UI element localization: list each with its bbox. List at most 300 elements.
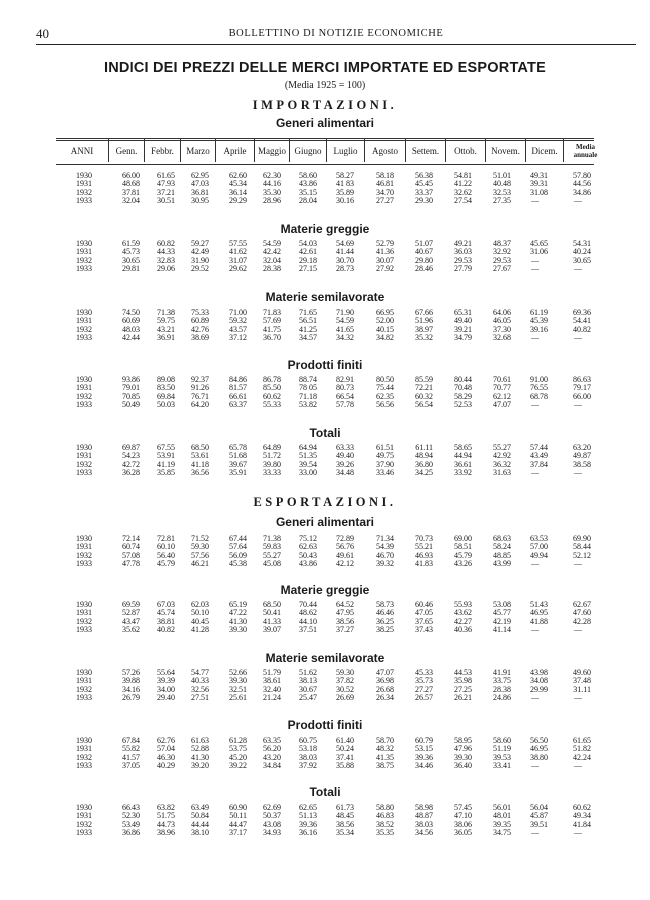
value-cell: 41.19 xyxy=(157,459,175,469)
value-cell: 21.24 xyxy=(263,693,281,703)
category-title: Prodotti finiti xyxy=(287,718,363,732)
value-cell: 36.81 xyxy=(191,187,209,197)
value-cell: 39.20 xyxy=(191,761,209,771)
value-cell: 51.75 xyxy=(157,811,175,821)
value-cell: 45.74 xyxy=(157,608,175,618)
value-cell: — xyxy=(531,559,539,569)
value-cell: 50.41 xyxy=(263,608,281,618)
column-header: Media annuale xyxy=(564,139,608,162)
value-cell: 41.65 xyxy=(336,324,354,334)
value-cell: 55.27 xyxy=(493,443,511,452)
value-cell: 60.89 xyxy=(191,316,209,326)
value-cell: — xyxy=(574,828,582,838)
value-cell: 46.05 xyxy=(493,316,511,326)
value-cell: 29.52 xyxy=(191,264,209,274)
value-cell: 39.07 xyxy=(263,625,281,635)
value-cell: 34.57 xyxy=(299,333,317,343)
value-cell: 41.83 xyxy=(415,559,433,569)
value-cell: 41.22 xyxy=(454,179,472,189)
value-cell: 67.84 xyxy=(122,736,140,745)
column-header: Giugno xyxy=(290,139,327,162)
value-cell: 46.46 xyxy=(376,608,394,618)
value-cell: 41.36 xyxy=(376,247,394,257)
value-cell: 62.12 xyxy=(493,391,511,401)
value-cell: 54.77 xyxy=(191,668,209,677)
value-cell: 53.61 xyxy=(191,451,209,461)
year-cell: 1931 xyxy=(76,676,92,686)
value-cell: 37.30 xyxy=(493,324,511,334)
value-cell: 60.32 xyxy=(415,391,433,401)
value-cell: 34.25 xyxy=(415,468,433,478)
value-cell: 71.65 xyxy=(299,308,317,317)
value-cell: 51.07 xyxy=(415,239,433,248)
value-cell: 36.70 xyxy=(263,333,281,343)
value-cell: 60.46 xyxy=(415,600,433,609)
category-title: Materie semilavorate xyxy=(265,290,385,304)
value-cell: 31.63 xyxy=(493,468,511,478)
value-cell: 71.34 xyxy=(376,534,394,543)
value-cell: 42.72 xyxy=(122,459,140,469)
category-title: Generi alimentari xyxy=(275,116,375,130)
value-cell: 39.54 xyxy=(299,459,317,469)
column-header: Aprile xyxy=(216,139,255,162)
header-rule xyxy=(36,44,636,45)
value-cell: 49.94 xyxy=(530,550,548,560)
value-cell: 64.20 xyxy=(191,400,209,410)
value-cell: 47.60 xyxy=(573,608,591,618)
value-cell: 33.41 xyxy=(493,761,511,771)
value-cell: 61.28 xyxy=(229,736,247,745)
value-cell: 41.14 xyxy=(493,625,511,635)
value-cell: 45.39 xyxy=(530,316,548,326)
value-cell: 69.84 xyxy=(157,391,175,401)
value-cell: 61.19 xyxy=(530,308,548,317)
year-cell: 1932 xyxy=(76,752,92,762)
value-cell: 43.57 xyxy=(229,324,247,334)
value-cell: 59.75 xyxy=(157,316,175,326)
value-cell: 80.73 xyxy=(336,383,354,393)
value-cell: 86.78 xyxy=(263,375,281,384)
value-cell: 41.35 xyxy=(376,752,394,762)
value-cell: 79.01 xyxy=(122,383,140,393)
value-cell: 51.35 xyxy=(299,451,317,461)
value-cell: 39.80 xyxy=(263,459,281,469)
value-cell: 37.92 xyxy=(299,761,317,771)
value-cell: 40.48 xyxy=(493,179,511,189)
value-cell: 33.75 xyxy=(493,676,511,686)
value-cell: 36.05 xyxy=(454,828,472,838)
value-cell: 66.00 xyxy=(573,391,591,401)
value-cell: 32.83 xyxy=(157,255,175,265)
value-cell: 42.44 xyxy=(122,333,140,343)
value-cell: 60.75 xyxy=(299,736,317,745)
value-cell: 48.01 xyxy=(493,811,511,821)
value-cell: 37.90 xyxy=(376,459,394,469)
value-cell: 33.37 xyxy=(415,187,433,197)
value-cell: 62.63 xyxy=(299,542,317,552)
value-cell: 61.59 xyxy=(122,239,140,248)
value-cell: 60.79 xyxy=(415,736,433,745)
column-header: Agosto xyxy=(365,139,406,162)
year-cell: 1933 xyxy=(76,559,92,569)
value-cell: 74.50 xyxy=(122,308,140,317)
value-cell: 49.87 xyxy=(573,451,591,461)
value-cell: 64.94 xyxy=(299,443,317,452)
year-cell: 1932 xyxy=(76,616,92,626)
value-cell: 75.12 xyxy=(299,534,317,543)
value-cell: 42.28 xyxy=(573,616,591,626)
year-cell: 1931 xyxy=(76,811,92,821)
value-cell: 52.53 xyxy=(454,400,472,410)
value-cell: 61.65 xyxy=(157,171,175,180)
value-cell: 53.91 xyxy=(157,451,175,461)
value-cell: 29.80 xyxy=(415,255,433,265)
value-cell: 46.95 xyxy=(530,744,548,754)
value-cell: 46.95 xyxy=(530,608,548,618)
value-cell: 36.61 xyxy=(454,459,472,469)
value-cell: 51.68 xyxy=(229,451,247,461)
year-cell: 1932 xyxy=(76,324,92,334)
value-cell: 82.91 xyxy=(336,375,354,384)
value-cell: 62.03 xyxy=(191,600,209,609)
value-cell: 49.34 xyxy=(573,811,591,821)
year-cell: 1931 xyxy=(76,247,92,257)
category-title: Totali xyxy=(309,426,341,440)
value-cell: 57.26 xyxy=(122,668,140,677)
value-cell: 57.44 xyxy=(530,443,548,452)
value-cell: 70.44 xyxy=(299,600,317,609)
value-cell: 69.36 xyxy=(573,308,591,317)
value-cell: 72.81 xyxy=(157,534,175,543)
value-cell: 32.51 xyxy=(229,684,247,694)
value-cell: 28.38 xyxy=(263,264,281,274)
value-cell: 60.69 xyxy=(122,316,140,326)
value-cell: 55.64 xyxy=(157,668,175,677)
value-cell: 38.75 xyxy=(376,761,394,771)
value-cell: 56.04 xyxy=(530,803,548,812)
value-cell: 39.30 xyxy=(229,625,247,635)
value-cell: 64.52 xyxy=(336,600,354,609)
column-header: Luglio xyxy=(327,139,365,162)
value-cell: 43.20 xyxy=(263,752,281,762)
year-cell: 1930 xyxy=(76,600,92,609)
value-cell: 63.33 xyxy=(336,443,354,452)
value-cell: 70.48 xyxy=(454,383,472,393)
value-cell: 48.03 xyxy=(122,324,140,334)
value-cell: 32.53 xyxy=(493,187,511,197)
value-cell: 53.18 xyxy=(299,744,317,754)
value-cell: 61.73 xyxy=(336,803,354,812)
value-cell: 68.50 xyxy=(263,600,281,609)
value-cell: 70.61 xyxy=(493,375,511,384)
value-cell: 62.65 xyxy=(299,803,317,812)
value-cell: 49.40 xyxy=(454,316,472,326)
year-cell: 1932 xyxy=(76,391,92,401)
value-cell: 53.15 xyxy=(415,744,433,754)
value-cell: 49.75 xyxy=(376,451,394,461)
year-cell: 1931 xyxy=(76,451,92,461)
value-cell: 48.45 xyxy=(336,811,354,821)
running-head-title: BOLLETTINO DI NOTIZIE ECONOMICHE xyxy=(228,28,444,39)
value-cell: 54.23 xyxy=(122,451,140,461)
value-cell: 58.70 xyxy=(376,736,394,745)
value-cell: 38.52 xyxy=(376,819,394,829)
value-cell: 33.00 xyxy=(299,468,317,478)
value-cell: 36.98 xyxy=(376,676,394,686)
value-cell: 27.35 xyxy=(493,196,511,206)
value-cell: 27.92 xyxy=(376,264,394,274)
value-cell: 37.82 xyxy=(336,676,354,686)
year-cell: 1930 xyxy=(76,443,92,452)
year-cell: 1933 xyxy=(76,761,92,771)
column-header: ANNI xyxy=(70,145,94,156)
value-cell: 60.62 xyxy=(263,391,281,401)
value-cell: 54.39 xyxy=(376,542,394,552)
value-cell: 38.69 xyxy=(191,333,209,343)
value-cell: 34.86 xyxy=(573,187,591,197)
value-cell: 29.81 xyxy=(122,264,140,274)
value-cell: 58.65 xyxy=(454,443,472,452)
value-cell: 38.56 xyxy=(336,616,354,626)
value-cell: 36.80 xyxy=(415,459,433,469)
value-cell: 62.95 xyxy=(191,171,209,180)
value-cell: 29.53 xyxy=(454,255,472,265)
value-cell: 57.78 xyxy=(336,400,354,410)
value-cell: 33.92 xyxy=(454,468,472,478)
value-cell: 69.90 xyxy=(573,534,591,543)
data-block xyxy=(56,172,594,206)
value-cell: 71.00 xyxy=(229,308,247,317)
value-cell: 50.84 xyxy=(191,811,209,821)
value-cell: 49.40 xyxy=(336,451,354,461)
value-cell: 47.10 xyxy=(454,811,472,821)
value-cell: 58.27 xyxy=(336,171,354,180)
value-cell: 52.87 xyxy=(122,608,140,618)
value-cell: 31.90 xyxy=(191,255,209,265)
value-cell: 52.00 xyxy=(376,316,394,326)
value-cell: 45.34 xyxy=(229,179,247,189)
value-cell: 68.50 xyxy=(191,443,209,452)
value-cell: 37.21 xyxy=(157,187,175,197)
value-cell: 38.97 xyxy=(415,324,433,334)
column-header-row xyxy=(56,139,607,162)
value-cell: 65.19 xyxy=(229,600,247,609)
value-cell: 48.32 xyxy=(376,744,394,754)
value-cell: 83.50 xyxy=(157,383,175,393)
year-cell: 1930 xyxy=(76,803,92,812)
year-cell: 1933 xyxy=(76,468,92,478)
value-cell: 45.65 xyxy=(530,239,548,248)
value-cell: 50.10 xyxy=(191,608,209,618)
year-cell: 1932 xyxy=(76,819,92,829)
data-block xyxy=(56,444,594,478)
value-cell: 76.71 xyxy=(191,391,209,401)
year-cell: 1933 xyxy=(76,264,92,274)
value-cell: 39.30 xyxy=(229,676,247,686)
year-cell: 1933 xyxy=(76,196,92,206)
value-cell: — xyxy=(574,693,582,703)
value-cell: 42.42 xyxy=(263,247,281,257)
value-cell: 38.06 xyxy=(454,819,472,829)
value-cell: 26.34 xyxy=(376,693,394,703)
value-cell: 39.21 xyxy=(454,324,472,334)
value-cell: 35.88 xyxy=(336,761,354,771)
value-cell: 64.89 xyxy=(263,443,281,452)
value-cell: 84.86 xyxy=(229,375,247,384)
value-cell: 50.49 xyxy=(122,400,140,410)
value-cell: 40.24 xyxy=(573,247,591,257)
page-subtitle: (Media 1925 = 100) xyxy=(284,80,366,91)
value-cell: 51.82 xyxy=(573,744,591,754)
value-cell: 27.15 xyxy=(299,264,317,274)
value-cell: 36.86 xyxy=(122,828,140,838)
column-header: Ottob. xyxy=(446,139,486,162)
value-cell: 62.30 xyxy=(263,171,281,180)
value-cell: 45.79 xyxy=(454,550,472,560)
value-cell: 47.07 xyxy=(493,400,511,410)
value-cell: 32.56 xyxy=(191,684,209,694)
year-cell: 1932 xyxy=(76,255,92,265)
value-cell: 58.98 xyxy=(415,803,433,812)
value-cell: 41.75 xyxy=(263,324,281,334)
value-cell: 39.30 xyxy=(454,752,472,762)
value-cell: 70.73 xyxy=(415,534,433,543)
value-cell: 38.80 xyxy=(530,752,548,762)
value-cell: 44.56 xyxy=(573,179,591,189)
value-cell: 56.56 xyxy=(376,400,394,410)
value-cell: — xyxy=(531,693,539,703)
value-cell: 45.33 xyxy=(415,668,433,677)
category-title: Materie greggie xyxy=(280,222,370,236)
value-cell: 29.62 xyxy=(229,264,247,274)
value-cell: 56.50 xyxy=(530,736,548,745)
value-cell: 35.85 xyxy=(157,468,175,478)
value-cell: 39.26 xyxy=(336,459,354,469)
value-cell: 41.84 xyxy=(573,819,591,829)
value-cell: 45.79 xyxy=(157,559,175,569)
value-cell: 61.63 xyxy=(191,736,209,745)
value-cell: 53.49 xyxy=(122,819,140,829)
data-block xyxy=(56,804,594,838)
value-cell: 58.44 xyxy=(573,542,591,552)
value-cell: 38.03 xyxy=(299,752,317,762)
value-cell: 37.12 xyxy=(229,333,247,343)
value-cell: 62.60 xyxy=(229,171,247,180)
value-cell: 54.31 xyxy=(573,239,591,248)
value-cell: 55.21 xyxy=(415,542,433,552)
value-cell: 41.33 xyxy=(263,616,281,626)
value-cell: 46.93 xyxy=(415,550,433,560)
value-cell: 58.73 xyxy=(376,600,394,609)
year-cell: 1931 xyxy=(76,383,92,393)
category-title: Prodotti finiti xyxy=(287,358,363,372)
value-cell: 34.08 xyxy=(530,676,548,686)
value-cell: 66.43 xyxy=(122,803,140,812)
value-cell: 28.96 xyxy=(263,196,281,206)
value-cell: 42.12 xyxy=(336,559,354,569)
value-cell: — xyxy=(531,255,539,265)
value-cell: 34.79 xyxy=(454,333,472,343)
value-cell: 67.66 xyxy=(415,308,433,317)
value-cell: 36.56 xyxy=(191,468,209,478)
value-cell: 35.89 xyxy=(336,187,354,197)
value-cell: 32.68 xyxy=(493,333,511,343)
value-cell: 63.49 xyxy=(191,803,209,812)
value-cell: 25.47 xyxy=(299,693,317,703)
value-cell: 35.15 xyxy=(299,187,317,197)
value-cell: 71.38 xyxy=(157,308,175,317)
value-cell: 37.81 xyxy=(122,187,140,197)
value-cell: 91.00 xyxy=(530,375,548,384)
value-cell: 75.44 xyxy=(376,383,394,393)
value-cell: 39.36 xyxy=(415,752,433,762)
value-cell: 50.03 xyxy=(157,400,175,410)
value-cell: 81.57 xyxy=(229,383,247,393)
value-cell: 34.00 xyxy=(157,684,175,694)
value-cell: 40.82 xyxy=(573,324,591,334)
value-cell: 43.62 xyxy=(454,608,472,618)
data-block xyxy=(56,737,594,771)
value-cell: 43.86 xyxy=(299,559,317,569)
category-title: Generi alimentari xyxy=(275,515,375,529)
value-cell: 54.03 xyxy=(299,239,317,248)
value-cell: 52.88 xyxy=(191,744,209,754)
value-cell: 58.51 xyxy=(454,542,472,552)
value-cell: — xyxy=(531,761,539,771)
table-header-bottom-rule xyxy=(56,164,594,165)
value-cell: 63.37 xyxy=(229,400,247,410)
value-cell: 78 05 xyxy=(299,383,317,393)
value-cell: 50.37 xyxy=(263,811,281,821)
value-cell: 79.17 xyxy=(573,383,591,393)
value-cell: 34.93 xyxy=(263,828,281,838)
value-cell: 34.48 xyxy=(336,468,354,478)
value-cell: 35.32 xyxy=(415,333,433,343)
value-cell: 64.06 xyxy=(493,308,511,317)
value-cell: 38.03 xyxy=(415,819,433,829)
value-cell: 26.79 xyxy=(122,693,140,703)
value-cell: 38.96 xyxy=(157,828,175,838)
value-cell: 29.06 xyxy=(157,264,175,274)
value-cell: 33.46 xyxy=(376,468,394,478)
value-cell: 37.17 xyxy=(229,828,247,838)
table-row xyxy=(56,334,594,342)
value-cell: 72.14 xyxy=(122,534,140,543)
value-cell: 30.67 xyxy=(299,684,317,694)
value-cell: 28.38 xyxy=(493,684,511,694)
value-cell: 66.95 xyxy=(376,308,394,317)
value-cell: 41.57 xyxy=(122,752,140,762)
value-cell: 40.82 xyxy=(157,625,175,635)
value-cell: 34.70 xyxy=(376,187,394,197)
value-cell: 44.33 xyxy=(157,247,175,257)
value-cell: 30.52 xyxy=(336,684,354,694)
year-cell: 1931 xyxy=(76,316,92,326)
value-cell: — xyxy=(531,625,539,635)
value-cell: 62.67 xyxy=(573,600,591,609)
value-cell: 45.20 xyxy=(229,752,247,762)
value-cell: 41.30 xyxy=(191,752,209,762)
value-cell: 35.91 xyxy=(229,468,247,478)
value-cell: 35.62 xyxy=(122,625,140,635)
value-cell: 57.45 xyxy=(454,803,472,812)
table-row xyxy=(56,626,594,634)
value-cell: 38.56 xyxy=(336,819,354,829)
value-cell: 43.21 xyxy=(157,324,175,334)
value-cell: 70.85 xyxy=(122,391,140,401)
value-cell: 51.01 xyxy=(493,171,511,180)
value-cell: 39.88 xyxy=(122,676,140,686)
